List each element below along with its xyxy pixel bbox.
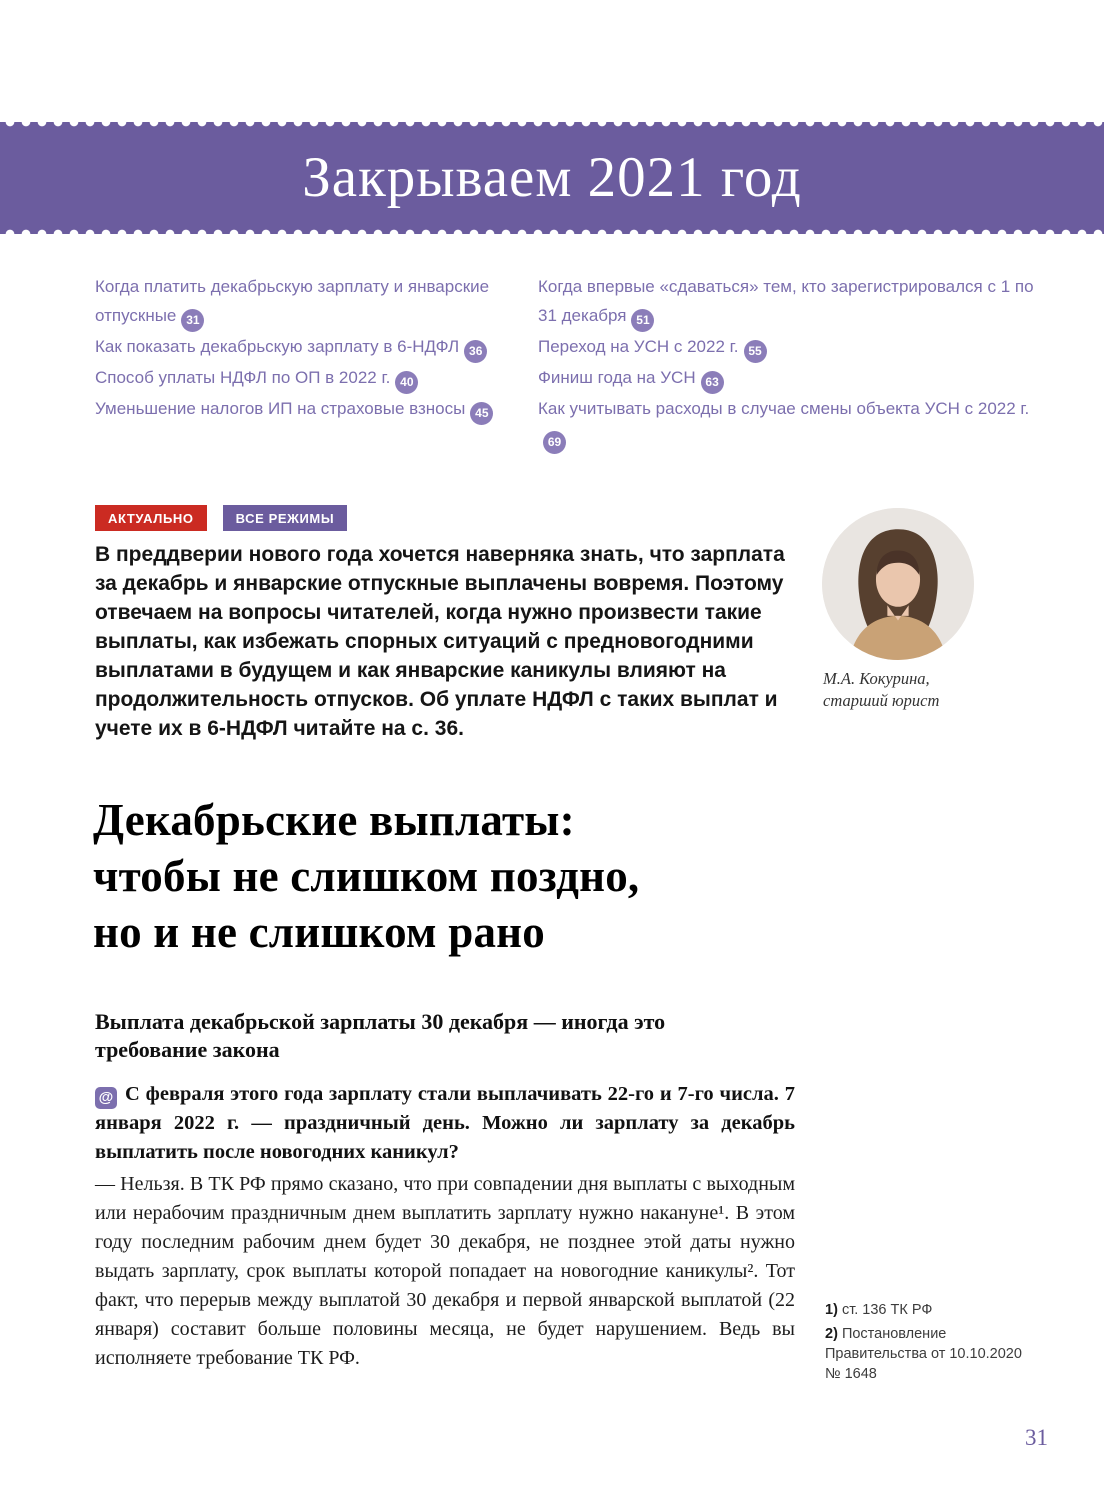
footnote-text: Постановление Правительства от 10.10.2020 № 1648 [825, 1326, 1022, 1382]
toc-item[interactable] [95, 363, 515, 394]
section-heading: Выплата декабрьской зарплаты 30 декабря — иногда это требование закона [95, 1009, 666, 1062]
page-badge[interactable]: 40 [395, 371, 418, 394]
toc-column-right [538, 272, 1040, 454]
toc-item-label: Как учитывать расходы в случае смены объекта УСН с 2022 г. [538, 399, 1030, 418]
footnotes [825, 1300, 1025, 1388]
toc-item[interactable] [95, 332, 515, 363]
answer-text: — Нельзя. В ТК РФ прямо сказано, что при совпадении дня выплаты с выходным или нерабочим праздничным днем выплатить зарплату нужно накануне¹. В этом году последним рабочим днем будет 30 декабря, не позднее этой даты нужно выдать зарплату, срок выплаты которой попадает на новогодние каникулы². Тот факт, что перерыв между выплатой 30 декабря и первой январской выплатой (22 января) составит больше половины месяца, не будет нарушением. Ведь вы исполняете требование ТК РФ. [95, 1173, 795, 1369]
toc-item-label: Способ уплаты НДФЛ по ОП в 2022 г. [95, 368, 391, 387]
author-photo [822, 508, 974, 660]
toc-item-label: Финиш года на УСН [538, 368, 696, 387]
page-badge[interactable]: 69 [543, 431, 566, 454]
article-headline [93, 792, 853, 960]
tag-actual: АКТУАЛЬНО [95, 505, 207, 531]
toc-item-label: Когда впервые «сдаваться» тем, кто зарегистрировался с 1 по 31 декабря [538, 277, 1034, 325]
footnote-text: ст. 136 ТК РФ [841, 1302, 933, 1318]
headline-line: Декабрьские выплаты: [93, 795, 575, 845]
headline-line: но и не слишком рано [93, 907, 545, 957]
footnote-number: 1) [825, 1302, 838, 1318]
toc-item-label: Когда платить декабрьскую зарплату и январские отпускные [95, 277, 490, 325]
article-tags [95, 505, 363, 531]
portrait-illustration [822, 508, 974, 660]
section-banner [0, 122, 1104, 234]
headline-line: чтобы не слишком поздно, [93, 851, 640, 901]
toc-column-left [95, 272, 515, 425]
toc-item[interactable] [95, 394, 515, 425]
reader-question [95, 1080, 795, 1167]
author-name: М.А. Кокурина, [823, 669, 930, 688]
author-title: старший юрист [823, 691, 940, 710]
page-number: 31 [1025, 1425, 1048, 1450]
footnote-number: 2) [825, 1326, 838, 1342]
page-badge[interactable]: 45 [470, 402, 493, 425]
toc-item[interactable] [95, 272, 515, 332]
banner-title: Закрываем 2021 год [302, 146, 802, 209]
author-caption [823, 668, 1023, 712]
toc-item[interactable] [538, 332, 1040, 363]
toc-item[interactable] [538, 394, 1040, 454]
page-badge[interactable]: 31 [181, 309, 204, 332]
article-intro: В преддверии нового года хочется наверняка знать, что зарплата за декабрь и январские отпускные выплачены вовремя. Поэтому отвечаем на вопросы читателей, когда нужно произвести такие выплаты, как избежать спорных ситуаций с предновогодними выплатами в будущем и как январские каникулы влияют на продолжительность отпусков. Об уплате НДФЛ с таких выплат и учете их в 6-НДФЛ читайте на с. 36. [95, 543, 785, 740]
toc-item[interactable] [538, 363, 1040, 394]
at-icon: @ [95, 1087, 117, 1109]
footnote [825, 1300, 1025, 1320]
page-badge[interactable]: 55 [744, 340, 767, 363]
tag-all-regimes: ВСЕ РЕЖИМЫ [223, 505, 348, 531]
page-badge[interactable]: 36 [464, 340, 487, 363]
footnote [825, 1324, 1025, 1384]
page-badge[interactable]: 63 [701, 371, 724, 394]
toc-item-label: Уменьшение налогов ИП на страховые взносы [95, 399, 466, 418]
question-text: С февраля этого года зарплату стали выплачивать 22-го и 7-го числа. 7 января 2022 г. — праздничный день. Можно ли зарплату за декабрь выплатить после новогодних каникул? [95, 1083, 795, 1163]
toc-item-label: Как показать декабрьскую зарплату в 6-НДФЛ [95, 337, 460, 356]
toc-item-label: Переход на УСН с 2022 г. [538, 337, 739, 356]
page-badge[interactable]: 51 [631, 309, 654, 332]
toc-item[interactable] [538, 272, 1040, 332]
